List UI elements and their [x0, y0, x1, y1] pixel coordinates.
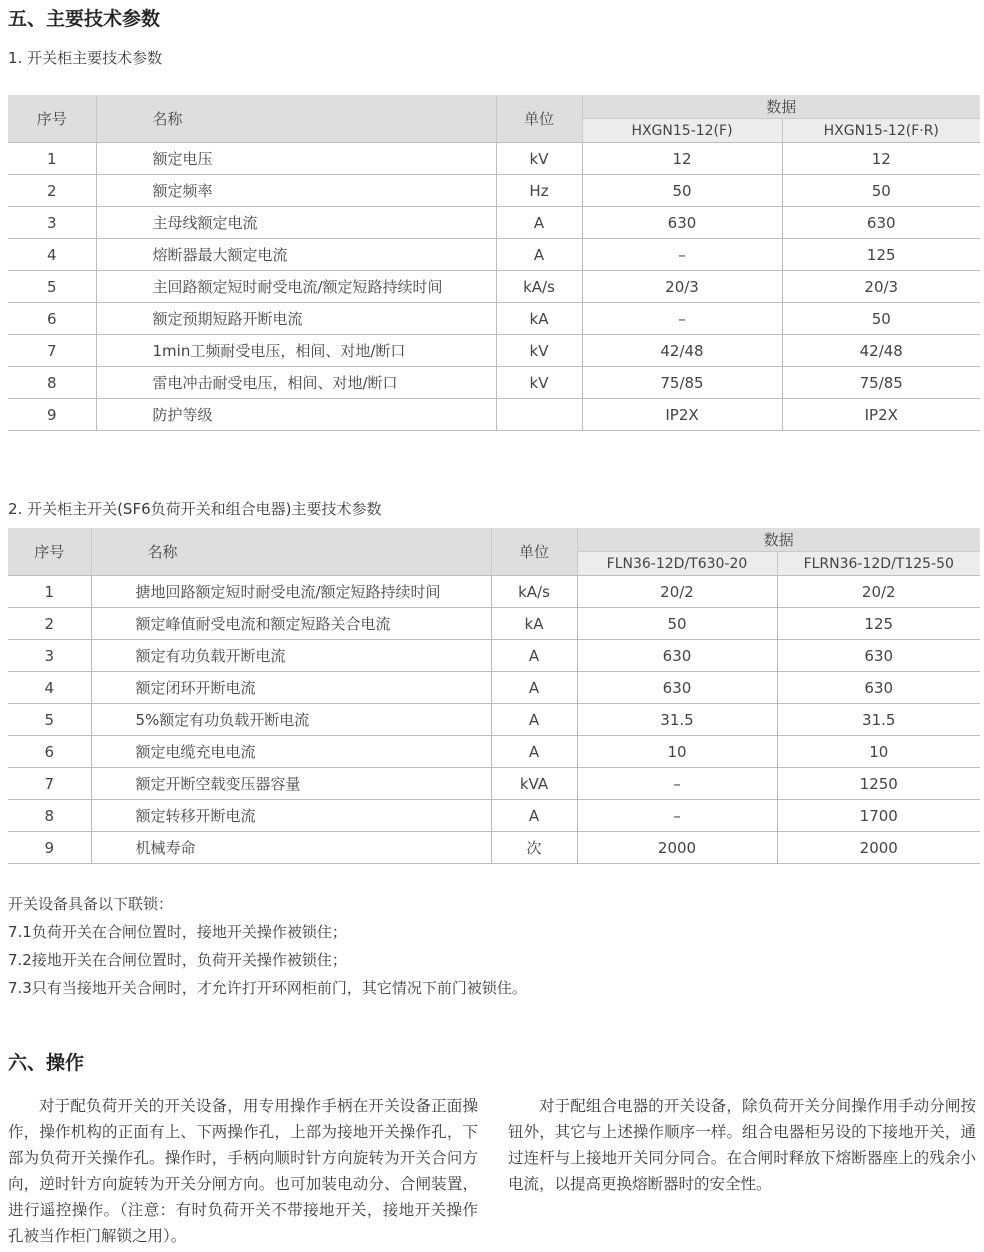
row-value-1: 20/3	[582, 271, 782, 303]
row-no: 1	[8, 576, 91, 608]
row-value-1: 75/85	[582, 367, 782, 399]
row-unit: Hz	[496, 175, 582, 207]
row-value-1: –	[582, 239, 782, 271]
row-value-1: –	[582, 303, 782, 335]
row-unit: A	[491, 736, 577, 768]
header-no: 序号	[8, 95, 96, 143]
table-row	[8, 704, 980, 736]
row-value-2: 1700	[777, 800, 980, 832]
row-value-1: 2000	[577, 832, 777, 864]
table-row	[8, 175, 980, 207]
row-name: 1min工频耐受电压，相间、对地/断口	[96, 335, 496, 367]
row-value-2: 42/48	[782, 335, 980, 367]
row-value-1: –	[577, 800, 777, 832]
row-value-1: 31.5	[577, 704, 777, 736]
interlock-item: 7.1负荷开关在合闸位置时，接地开关操作被锁住；	[8, 923, 347, 941]
row-value-2: IP2X	[782, 399, 980, 431]
row-value-2: 20/3	[782, 271, 980, 303]
row-value-2: 31.5	[777, 704, 980, 736]
row-value-2: 12	[782, 143, 980, 175]
header-data: 数据	[577, 528, 980, 552]
row-name: 额定有功负载开断电流	[91, 640, 491, 672]
row-value-1: 42/48	[582, 335, 782, 367]
row-name: 额定峰值耐受电流和额定短路关合电流	[91, 608, 491, 640]
table2	[8, 528, 980, 864]
row-unit: kV	[496, 335, 582, 367]
row-value-1: 10	[577, 736, 777, 768]
row-unit: A	[496, 239, 582, 271]
row-name: 熔断器最大额定电流	[96, 239, 496, 271]
header-data: 数据	[582, 95, 980, 119]
table-row	[8, 207, 980, 239]
paragraph-text: 对于配组合电器的开关设备，除负荷开关分间操作用手动分闸按钮外，其它与上述操作顺序一样。组合电器柜另设的下接地开关，通过连杆与上接地开关同分同合。在合闸时释放下熔断器座上的残余小电流，以提高更换熔断器时的安全性。	[508, 1097, 976, 1193]
row-unit: A	[491, 800, 577, 832]
row-value-1: 630	[577, 672, 777, 704]
row-unit: kV	[496, 143, 582, 175]
row-value-1: 630	[577, 640, 777, 672]
row-value-2: 125	[777, 608, 980, 640]
row-no: 4	[8, 672, 91, 704]
row-value-2: 50	[782, 175, 980, 207]
row-name: 额定开断空载变压器容量	[91, 768, 491, 800]
section5-title: 五、主要技术参数	[8, 8, 161, 30]
row-unit	[496, 399, 582, 431]
row-no: 9	[8, 399, 96, 431]
row-name: 额定转移开断电流	[91, 800, 491, 832]
row-unit: kV	[496, 367, 582, 399]
row-no: 8	[8, 800, 91, 832]
header-model-2: FLRN36-12D/T125-50	[777, 552, 980, 576]
table-row	[8, 271, 980, 303]
header-model-1: FLN36-12D/T630-20	[577, 552, 777, 576]
row-value-2: 20/2	[777, 576, 980, 608]
row-unit: A	[491, 704, 577, 736]
table-row	[8, 736, 980, 768]
header-model-1: HXGN15-12(F)	[582, 119, 782, 143]
row-value-2: 2000	[777, 832, 980, 864]
table-row	[8, 399, 980, 431]
row-value-2: 1250	[777, 768, 980, 800]
row-value-2: 125	[782, 239, 980, 271]
table-row	[8, 768, 980, 800]
row-no: 3	[8, 207, 96, 239]
row-name: 额定预期短路开断电流	[96, 303, 496, 335]
table-row	[8, 800, 980, 832]
row-value-1: 630	[582, 207, 782, 239]
row-name: 额定电缆充电电流	[91, 736, 491, 768]
row-value-1: 50	[582, 175, 782, 207]
row-no: 9	[8, 832, 91, 864]
row-value-1: 20/2	[577, 576, 777, 608]
row-unit: kA	[496, 303, 582, 335]
row-unit: A	[496, 207, 582, 239]
section6-title: 六、操作	[8, 1052, 85, 1074]
table1-subtitle: 1. 开关柜主要技术参数	[8, 49, 163, 67]
table-row	[8, 672, 980, 704]
row-no: 6	[8, 303, 96, 335]
row-no: 7	[8, 768, 91, 800]
table-row	[8, 335, 980, 367]
row-value-2: 630	[777, 672, 980, 704]
row-value-2: 10	[777, 736, 980, 768]
table2-subtitle: 2. 开关柜主开关(SF6负荷开关和组合电器)主要技术参数	[8, 500, 382, 518]
row-name: 额定电压	[96, 143, 496, 175]
row-name: 额定频率	[96, 175, 496, 207]
table-row	[8, 303, 980, 335]
row-unit: A	[491, 672, 577, 704]
row-no: 6	[8, 736, 91, 768]
row-unit: kA	[491, 608, 577, 640]
header-name: 名称	[91, 528, 491, 576]
header-name: 名称	[96, 95, 496, 143]
table-row	[8, 367, 980, 399]
row-name: 雷电冲击耐受电压，相间、对地/断口	[96, 367, 496, 399]
row-name: 主回路额定短时耐受电流/额定短路持续时间	[96, 271, 496, 303]
row-no: 3	[8, 640, 91, 672]
header-unit: 单位	[491, 528, 577, 576]
row-no: 8	[8, 367, 96, 399]
operation-paragraph-left	[8, 1093, 478, 1249]
interlock-item: 7.3只有当接地开关合闸时，才允许打开环网柜前门，其它情况下前门被锁住。	[8, 979, 527, 997]
row-unit: kA/s	[491, 576, 577, 608]
row-no: 1	[8, 143, 96, 175]
row-name: 防护等级	[96, 399, 496, 431]
row-unit: A	[491, 640, 577, 672]
row-no: 2	[8, 175, 96, 207]
interlocks	[8, 890, 527, 1002]
row-value-2: 50	[782, 303, 980, 335]
row-name: 主母线额定电流	[96, 207, 496, 239]
operation-paragraph-right	[508, 1093, 976, 1197]
row-unit: kVA	[491, 768, 577, 800]
interlock-item: 7.2接地开关在合闸位置时，负荷开关操作被锁住；	[8, 951, 347, 969]
table-row	[8, 640, 980, 672]
row-unit: 次	[491, 832, 577, 864]
row-value-1: IP2X	[582, 399, 782, 431]
interlock-intro: 开关设备具备以下联锁：	[8, 895, 174, 913]
table-row	[8, 576, 980, 608]
row-no: 2	[8, 608, 91, 640]
row-no: 4	[8, 239, 96, 271]
row-value-1: 12	[582, 143, 782, 175]
row-name: 搪地回路额定短时耐受电流/额定短路持续时间	[91, 576, 491, 608]
header-no: 序号	[8, 528, 91, 576]
table-row	[8, 832, 980, 864]
row-name: 5%额定有功负载开断电流	[91, 704, 491, 736]
row-value-2: 630	[777, 640, 980, 672]
row-value-2: 630	[782, 207, 980, 239]
row-no: 7	[8, 335, 96, 367]
row-value-2: 75/85	[782, 367, 980, 399]
table-row	[8, 143, 980, 175]
header-model-2: HXGN15-12(F·R)	[782, 119, 980, 143]
table-row	[8, 608, 980, 640]
table1	[8, 95, 980, 431]
row-unit: kA/s	[496, 271, 582, 303]
row-value-1: –	[577, 768, 777, 800]
header-unit: 单位	[496, 95, 582, 143]
row-no: 5	[8, 271, 96, 303]
table-row	[8, 239, 980, 271]
row-name: 机械寿命	[91, 832, 491, 864]
row-no: 5	[8, 704, 91, 736]
row-value-1: 50	[577, 608, 777, 640]
row-name: 额定闭环开断电流	[91, 672, 491, 704]
paragraph-text: 对于配负荷开关的开关设备，用专用操作手柄在开关设备正面操作，操作机构的正面有上、下两操作孔，上部为接地开关操作孔，下部为负荷开关操作孔。操作时，手柄向顺时针方向旋转为开关合问方向，逆时针方向旋转为开关分闸方向。也可加装电动分、合闸装置，进行遥控操作。（注意：有时负荷开关不带接地开关，接地开关操作孔被当作柜门解锁之用）。	[8, 1097, 478, 1245]
